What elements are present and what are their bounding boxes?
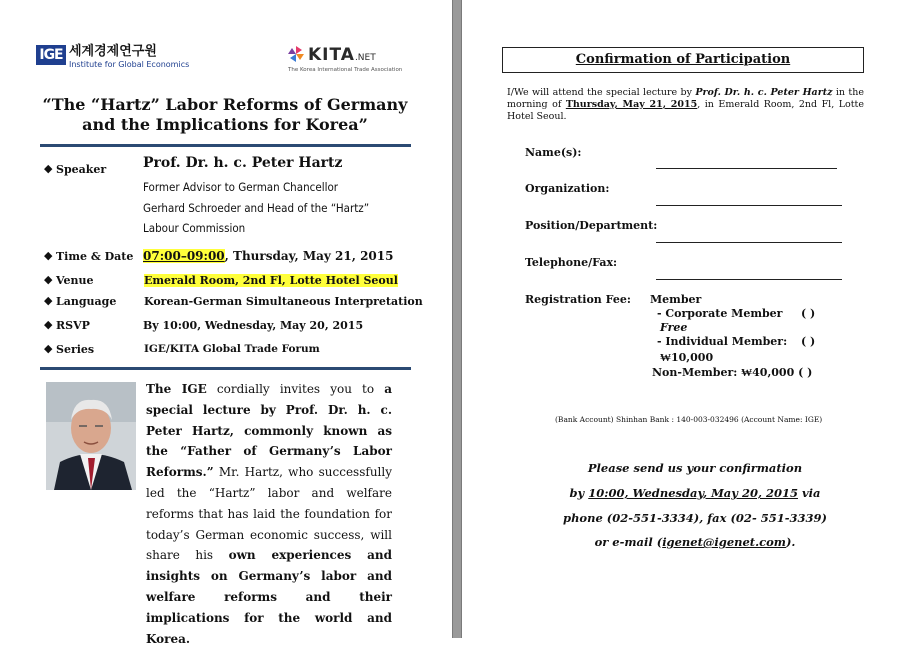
position-label: Position/Department: [525,219,658,232]
series-label: Series [56,343,95,356]
venue-value: Emerald Room, 2nd Fl, Lotte Hotel Seoul [144,274,398,287]
position-field[interactable] [656,242,842,243]
rsvp-label: RSVP [56,319,90,332]
attendance-statement: I/We will attend the special lecture by Prof. Dr. h. c. Peter Hartz in the morning of Thursday, May 21, 2015, in Emerald Room, 2nd Fl, Lotte Hotel Seoul. [507,87,864,122]
speaker-description: Former Advisor to German Chancellor Gerhard Schroeder and Head of the “Hartz” Labour Commission [143,180,370,235]
ige-logo-mark: IGE [36,45,66,65]
invitation-page [0,0,452,646]
divider-bottom [40,367,411,370]
organization-label: Organization: [525,182,610,195]
send-confirmation-deadline: by 10:00, Wednesday, May 20, 2015 via [569,486,821,500]
divider-top [40,144,411,147]
individual-member-price: ₩10,000 [660,351,714,364]
email-link[interactable]: igenet@igenet.com [662,535,786,549]
telephone-field[interactable] [656,279,842,280]
corporate-member-checkbox[interactable]: ( ) [801,307,816,320]
corporate-member-label: - Corporate Member [657,307,783,320]
send-confirmation-email: or e-mail (igenet@igenet.com). [594,535,796,549]
kita-logo [288,45,403,75]
event-title: “The “Hartz” Labor Reforms of Germany and the Implications for Korea” [42,95,408,134]
kita-subtitle: The Korea International Trade Association [288,67,403,73]
series-value: IGE/KITA Global Trade Forum [144,343,320,355]
bullet-icon: ◆ [44,294,53,307]
registration-fee-label: Registration Fee: [525,293,631,306]
venue-label: Venue [56,274,94,287]
bullet-icon: ◆ [44,162,53,175]
ige-logo [36,44,190,71]
bank-account-info: (Bank Account) Shinhan Bank : 140-003-032496 (Account Name: IGE) [555,415,823,424]
non-member-option[interactable]: Non-Member: ₩40,000 ( ) [652,366,813,379]
invitation-body: The IGE cordially invites you to a special lecture by Prof. Dr. h. c. Peter Hartz, commonly known as the “Father of Germany’s Labor Reforms.” Mr. Hartz, who successfully led the “Hartz” labor and welfare reforms that has laid the foundation for today’s German economic success, will share his own experiences and insights on Germany’s labor and welfare reforms and their implications for the world and Korea. [146,382,393,646]
bullet-icon: ◆ [44,318,53,331]
speaker-name: Prof. Dr. h. c. Peter Hartz [143,155,343,171]
time-date-value: 07:00–09:00, Thursday, May 21, 2015 [143,249,394,263]
page-gutter [452,0,462,638]
name-label: Name(s): [525,146,582,159]
member-label: Member [650,293,702,306]
bullet-icon: ◆ [44,273,53,286]
telephone-label: Telephone/Fax: [525,256,618,269]
speaker-photo [46,382,136,490]
speaker-label: Speaker [56,163,107,176]
send-confirmation-line1: Please send us your confirmation [587,461,803,475]
organization-field[interactable] [656,205,842,206]
name-field[interactable] [656,168,837,169]
ige-english-name: Institute for Global Economics [69,60,190,69]
language-value: Korean-German Simultaneous Interpretation [144,295,423,308]
language-label: Language [56,295,117,308]
kita-pinwheel-icon [288,46,304,62]
individual-member-label: - Individual Member: [657,335,788,348]
kita-name: KITA.NET [308,45,376,65]
time-label: Time & Date [56,250,134,263]
bullet-icon: ◆ [44,342,53,355]
rsvp-value: By 10:00, Wednesday, May 20, 2015 [143,319,364,332]
send-confirmation-phone: phone (02-551-3334), fax (02- 551-3339) [563,511,827,525]
bullet-icon: ◆ [44,249,53,262]
individual-member-checkbox[interactable]: ( ) [801,335,816,348]
corporate-member-price: Free [660,321,688,334]
ige-korean-name: 세계경제연구원 [69,44,157,59]
confirmation-heading: Confirmation of Participation [502,47,864,73]
